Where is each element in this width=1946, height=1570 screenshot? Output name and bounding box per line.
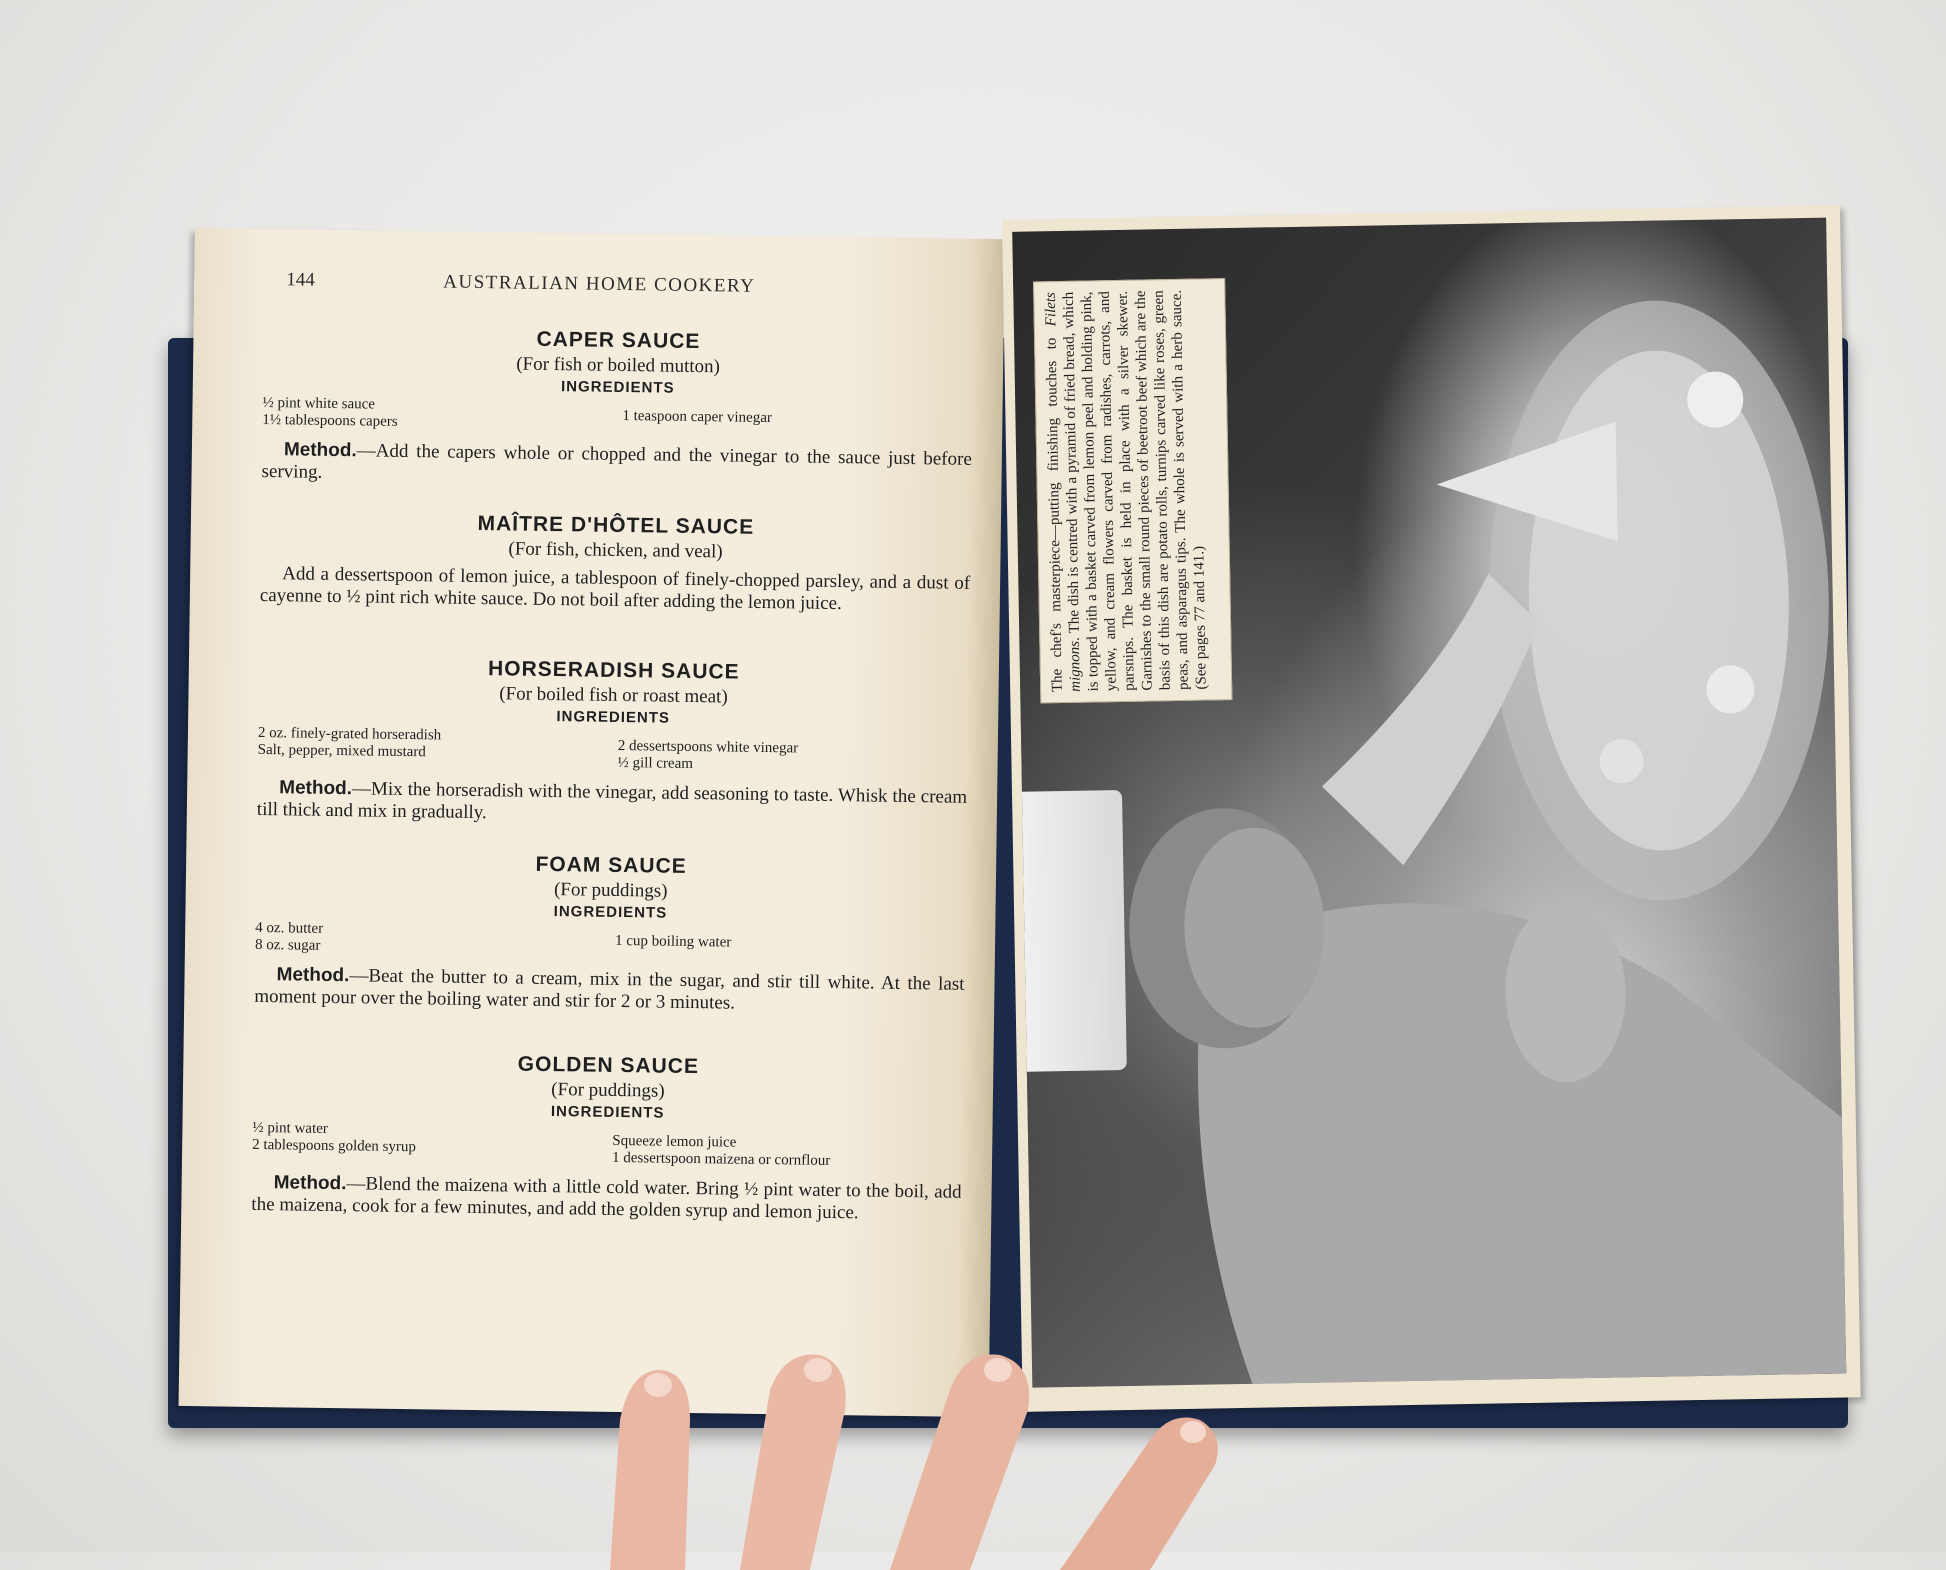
ingredients-list xyxy=(252,1120,963,1172)
recipe-title: CAPER SAUCE xyxy=(536,327,701,354)
recipe-foam-sauce xyxy=(254,849,966,1018)
method-paragraph xyxy=(257,777,968,831)
method-text: —Mix the horseradish with the vinegar, add seasoning to taste. Whisk the cream till thick and mix in gradually. xyxy=(256,778,968,824)
method-label: Method. xyxy=(273,1172,347,1195)
photo-caption: The chef's masterpiece—putting finishing touches to Filets mignons. The dish is centred with a pyramid of fried bread, which is topped with a basket carved from lemon peel and holding pink, yellow, and cream flowers carved from radishes, carrots, and parsnips. The basket is held in place with a silver skewer. Garnishes to the small round pieces of beetroot beef which are the basis of this dish are potato rolls, turnips carved like roses, green peas, and asparagus tips. The whole is served with a herb sauce. (See pages 77 and 141.) xyxy=(1042,289,1210,693)
method-text: —Beat the butter to a cream, mix in the sugar, and stir till white. At the last moment pour over the boiling water and stir for 2 or 3 minutes. xyxy=(254,965,965,1014)
ingredients-list xyxy=(262,395,972,439)
recipe-subtitle: (For fish or boiled mutton) xyxy=(516,353,721,378)
ingredient-item: 2 tablespoons golden syrup xyxy=(252,1136,417,1156)
ingredients-list xyxy=(255,920,965,964)
recipe-caper-sauce xyxy=(261,324,973,493)
ingredient-item: 1½ tablespoons capers xyxy=(262,411,398,430)
ingredient-item: 2 dessertspoons white vinegar xyxy=(617,737,799,757)
ingredient-item: ½ pint water xyxy=(252,1119,328,1137)
recipe-subtitle: (For fish, chicken, and veal) xyxy=(508,538,723,563)
recipe-horseradish-sauce xyxy=(257,654,969,831)
recipe-title: HORSERADISH SAUCE xyxy=(487,657,740,684)
hand xyxy=(590,1330,1290,1570)
page-header xyxy=(194,268,1004,309)
method-label: Method. xyxy=(276,964,350,987)
ingredients-heading: INGREDIENTS xyxy=(556,708,671,727)
method-text: —Add the capers whole or chopped and the vinegar to the sauce just before serving. xyxy=(261,440,972,483)
recipe-body: Add a dessertspoon of lemon juice, a tablespoon of finely-chopped parsley, and a dust of cayenne to ½ pint rich white sauce. Do not boil after adding the lemon juice. xyxy=(259,563,971,615)
chef-photograph xyxy=(1012,218,1846,1388)
ingredient-item: 4 oz. butter xyxy=(255,919,324,937)
ingredient-item: 1 dessertspoon maizena or cornflour xyxy=(611,1149,831,1169)
recipe-golden-sauce xyxy=(251,1049,963,1226)
recipe-subtitle: (For puddings) xyxy=(551,1079,665,1102)
ingredient-item: 8 oz. sugar xyxy=(254,936,321,954)
ingredients-list xyxy=(257,725,968,777)
ingredient-item: Squeeze lemon juice xyxy=(612,1132,737,1151)
ingredient-item: 2 oz. finely-grated horseradish xyxy=(257,724,442,744)
page-number: 144 xyxy=(286,269,315,291)
method-text: —Blend the maizena with a little cold water. Bring ½ pint water to the boil, add the maizena, cook for a few minutes, and add the golden syrup and lemon juice. xyxy=(251,1173,962,1224)
method-paragraph xyxy=(254,964,965,1018)
chef-hat xyxy=(1022,790,1127,1072)
ingredients-heading: INGREDIENTS xyxy=(553,903,668,922)
ingredient-item: ½ pint white sauce xyxy=(262,394,376,413)
method-label: Method. xyxy=(279,777,353,800)
recipe-maitre-d-hotel-sauce xyxy=(260,509,971,617)
ingredients-heading: INGREDIENTS xyxy=(560,378,675,397)
caption-box xyxy=(1033,278,1232,703)
ingredients-heading: INGREDIENTS xyxy=(550,1103,665,1122)
ingredient-item: Salt, pepper, mixed mustard xyxy=(257,741,426,761)
recipe-title: FOAM SAUCE xyxy=(535,852,687,878)
ingredient-item: ½ gill cream xyxy=(617,754,694,773)
recipe-title: GOLDEN SAUCE xyxy=(517,1052,700,1079)
recipe-subtitle: (For boiled fish or roast meat) xyxy=(499,683,728,708)
method-label: Method. xyxy=(283,439,357,462)
recipe-subtitle: (For puddings) xyxy=(553,879,668,902)
method-paragraph xyxy=(261,439,972,493)
recipe-title: MAÎTRE D'HÔTEL SAUCE xyxy=(477,511,755,539)
ingredient-item: 1 teaspoon caper vinegar xyxy=(622,407,773,427)
left-page xyxy=(179,228,1005,1417)
method-paragraph xyxy=(251,1172,962,1226)
ingredient-item: 1 cup boiling water xyxy=(614,932,732,951)
running-title: AUSTRALIAN HOME COOKERY xyxy=(443,271,756,297)
right-page xyxy=(1002,205,1861,1411)
